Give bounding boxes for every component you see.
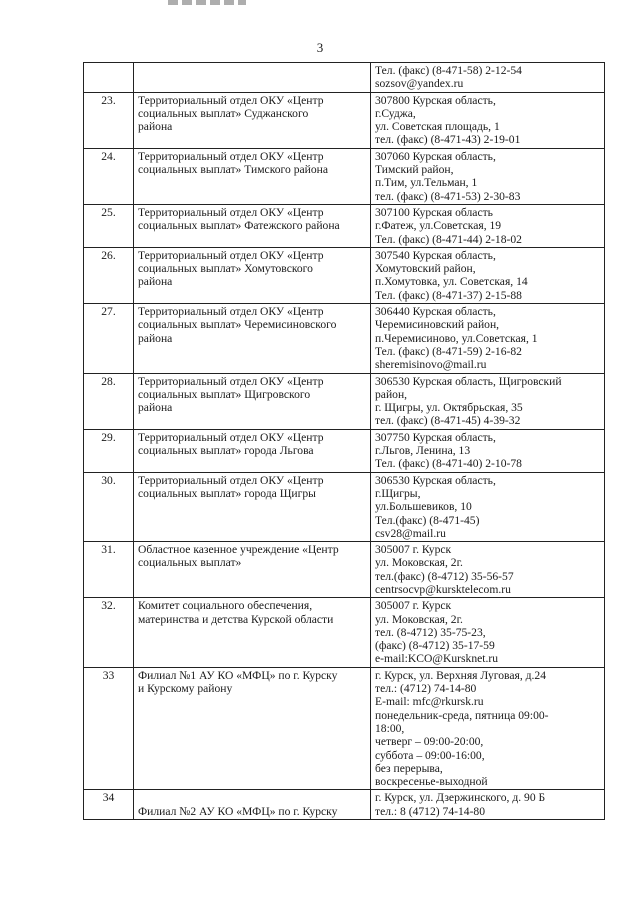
address-line: Тел. (факс) (8-471-44) 2-18-02: [375, 232, 522, 246]
organization-line: социальных выплат» Черемисиновского: [138, 318, 337, 332]
organization-cell: [134, 790, 371, 820]
organization-line: Территориальный отдел ОКУ «Центр: [138, 473, 324, 487]
address-line: ул.Большевиков, 10: [375, 500, 472, 514]
address-line: ул. Моковская, 2г.: [375, 612, 463, 626]
organization-line: социальных выплат» Щигровского: [138, 387, 311, 401]
organization-line: Территориальный отдел ОКУ «Центр: [138, 430, 324, 444]
address-line: 307800 Курская область,: [375, 93, 496, 107]
organization-line: социальных выплат» города Щигры: [138, 486, 316, 500]
address-line: тел. (факс) (8-471-45) 4-39-32: [375, 414, 521, 428]
address-line: без перерыва,: [375, 761, 443, 775]
organization-line: Территориальный отдел ОКУ «Центр: [138, 149, 324, 163]
address-line: (факс) (8-4712) 35-17-59: [375, 639, 495, 653]
row-number: 28.: [84, 373, 134, 429]
address-line: Тел.(факс) (8-471-45): [375, 513, 480, 527]
address-cell: [371, 247, 605, 303]
address-cell: [371, 790, 605, 820]
organization-line: и Курскому району: [138, 682, 233, 696]
organization-cell: [134, 92, 371, 148]
address-line: 307750 Курская область,: [375, 430, 496, 444]
address-line: Тимский район,: [375, 163, 454, 177]
address-line: четверг – 09:00-20:00,: [375, 735, 484, 749]
address-line: воскресенье-выходной: [375, 775, 488, 789]
organization-line: Территориальный отдел ОКУ «Центр: [138, 248, 324, 262]
address-line: г. Курск, ул. Дзержинского, д. 90 Б: [375, 791, 546, 805]
address-cell: [371, 598, 605, 667]
organization-cell: [134, 472, 371, 541]
organization-line: социальных выплат» Фатежского района: [138, 219, 340, 233]
organization-cell: [134, 542, 371, 598]
table-row: [84, 667, 605, 790]
address-line: п.Черемисиново, ул.Советская, 1: [375, 331, 538, 345]
organization-cell: [134, 247, 371, 303]
address-line: 305007 г. Курск: [375, 599, 452, 613]
contacts-table: [83, 62, 605, 820]
organization-line: Областное казенное учреждение «Центр: [138, 543, 339, 557]
address-line: тел. (факс) (8-471-43) 2-19-01: [375, 133, 521, 147]
address-line: 306530 Курская область,: [375, 473, 496, 487]
row-number: 32.: [84, 598, 134, 667]
row-number: 24.: [84, 148, 134, 204]
row-number: [84, 63, 134, 93]
address-line: 307540 Курская область,: [375, 248, 496, 262]
address-line: e-mail:KCO@Kursknet.ru: [375, 652, 499, 666]
table-row: [84, 598, 605, 667]
address-line: 307100 Курская область: [375, 205, 493, 219]
organization-line: материнства и детства Курской области: [138, 612, 334, 626]
organization-cell: [134, 148, 371, 204]
address-line: E-mail: mfc@rkursk.ru: [375, 695, 484, 709]
address-line: Тел. (факс) (8-471-58) 2-12-54: [375, 64, 522, 77]
row-number: 26.: [84, 247, 134, 303]
organization-line: Филиал №1 АУ КО «МФЦ» по г. Курску: [138, 668, 338, 682]
organization-line: социальных выплат» города Льгова: [138, 444, 314, 458]
address-line: Хомутовский район,: [375, 262, 476, 276]
organization-line: Территориальный отдел ОКУ «Центр: [138, 93, 324, 107]
organization-cell: [134, 598, 371, 667]
table-row: [84, 148, 605, 204]
table-row: [84, 247, 605, 303]
address-cell: [371, 92, 605, 148]
address-line: понедельник-среда, пятница 09:00-: [375, 708, 549, 722]
organization-line: района: [138, 331, 173, 345]
table-row: [84, 472, 605, 541]
address-line: 307060 Курская область,: [375, 149, 496, 163]
table-row: [84, 63, 605, 93]
table-row: [84, 429, 605, 472]
address-line: п.Хомутовка, ул. Советская, 14: [375, 275, 528, 289]
organization-line: района: [138, 120, 173, 134]
organization-line: Комитет социального обеспечения,: [138, 599, 313, 613]
organization-cell: [134, 429, 371, 472]
table-row: [84, 542, 605, 598]
address-line: 305007 г. Курск: [375, 543, 452, 557]
table-row: [84, 373, 605, 429]
row-number: 23.: [84, 92, 134, 148]
scan-artifact: [168, 0, 246, 5]
organization-line: социальных выплат» Суджанского: [138, 106, 309, 120]
address-line: г. Курск, ул. Верхняя Луговая, д.24: [375, 668, 547, 682]
address-line: 18:00,: [375, 721, 405, 735]
address-line: тел. (8-4712) 35-75-23,: [375, 625, 486, 639]
address-line: Тел. (факс) (8-471-40) 2-10-78: [375, 457, 522, 471]
row-number: 30.: [84, 472, 134, 541]
organization-line: [138, 791, 366, 804]
address-line: centrsocvp@kursktelecom.ru: [375, 582, 511, 596]
address-line: 306440 Курская область,: [375, 305, 496, 319]
address-line: тел. (факс) (8-471-53) 2-30-83: [375, 189, 521, 203]
organization-cell: [134, 204, 371, 247]
table-row: [84, 92, 605, 148]
organization-line: Территориальный отдел ОКУ «Центр: [138, 374, 324, 388]
organization-cell: [134, 373, 371, 429]
address-cell: [371, 148, 605, 204]
organization-line: района: [138, 275, 173, 289]
row-number: 27.: [84, 304, 134, 373]
table-row: [84, 304, 605, 373]
row-number: 33: [84, 667, 134, 790]
organization-line: социальных выплат» Хомутовского: [138, 262, 313, 276]
address-cell: [371, 373, 605, 429]
address-line: 306530 Курская область, Щигровский: [375, 374, 562, 388]
address-line: ул. Советская площадь, 1: [375, 120, 500, 134]
address-cell: [371, 472, 605, 541]
page-number: 3: [316, 40, 324, 55]
organization-cell: [134, 304, 371, 373]
address-cell: [371, 204, 605, 247]
organization-line: района: [138, 401, 173, 415]
row-number: 34: [84, 790, 134, 820]
address-line: Тел. (факс) (8-471-59) 2-16-82: [375, 344, 522, 358]
organization-cell: [134, 667, 371, 790]
row-number: 31.: [84, 542, 134, 598]
address-line: суббота – 09:00-16:00,: [375, 748, 485, 762]
address-line: г.Щигры,: [375, 486, 421, 500]
address-line: sheremisinovo@mail.ru: [375, 358, 487, 372]
address-cell: [371, 667, 605, 790]
organization-line: Филиал №2 АУ КО «МФЦ» по г. Курску: [138, 804, 338, 818]
address-line: Тел. (факс) (8-471-37) 2-15-88: [375, 288, 522, 302]
address-line: ул. Моковская, 2г.: [375, 556, 463, 570]
address-line: г. Щигры, ул. Октябрьская, 35: [375, 401, 523, 415]
address-line: г.Фатеж, ул.Советская, 19: [375, 219, 502, 233]
address-line: район,: [375, 387, 408, 401]
address-line: csv28@mail.ru: [375, 526, 446, 540]
address-line: тел.(факс) (8-4712) 35-56-57: [375, 569, 514, 583]
address-line: тел.: 8 (4712) 74-14-80: [375, 804, 486, 818]
address-cell: [371, 304, 605, 373]
address-cell: [371, 63, 605, 93]
organization-cell: [134, 63, 371, 93]
table-row: [84, 204, 605, 247]
address-line: г.Льгов, Ленина, 13: [375, 444, 471, 458]
address-line: п.Тим, ул.Тельман, 1: [375, 176, 478, 190]
row-number: 29.: [84, 429, 134, 472]
address-line: sozsov@yandex.ru: [375, 77, 464, 91]
organization-line: Территориальный отдел ОКУ «Центр: [138, 205, 324, 219]
organization-line: Территориальный отдел ОКУ «Центр: [138, 305, 324, 319]
address-cell: [371, 542, 605, 598]
address-line: Черемисиновский район,: [375, 318, 500, 332]
address-cell: [371, 429, 605, 472]
address-line: тел.: (4712) 74-14-80: [375, 682, 477, 696]
organization-line: социальных выплат»: [138, 556, 242, 570]
table-row: [84, 790, 605, 820]
organization-line: социальных выплат» Тимского района: [138, 163, 328, 177]
address-line: г.Суджа,: [375, 106, 416, 120]
row-number: 25.: [84, 204, 134, 247]
